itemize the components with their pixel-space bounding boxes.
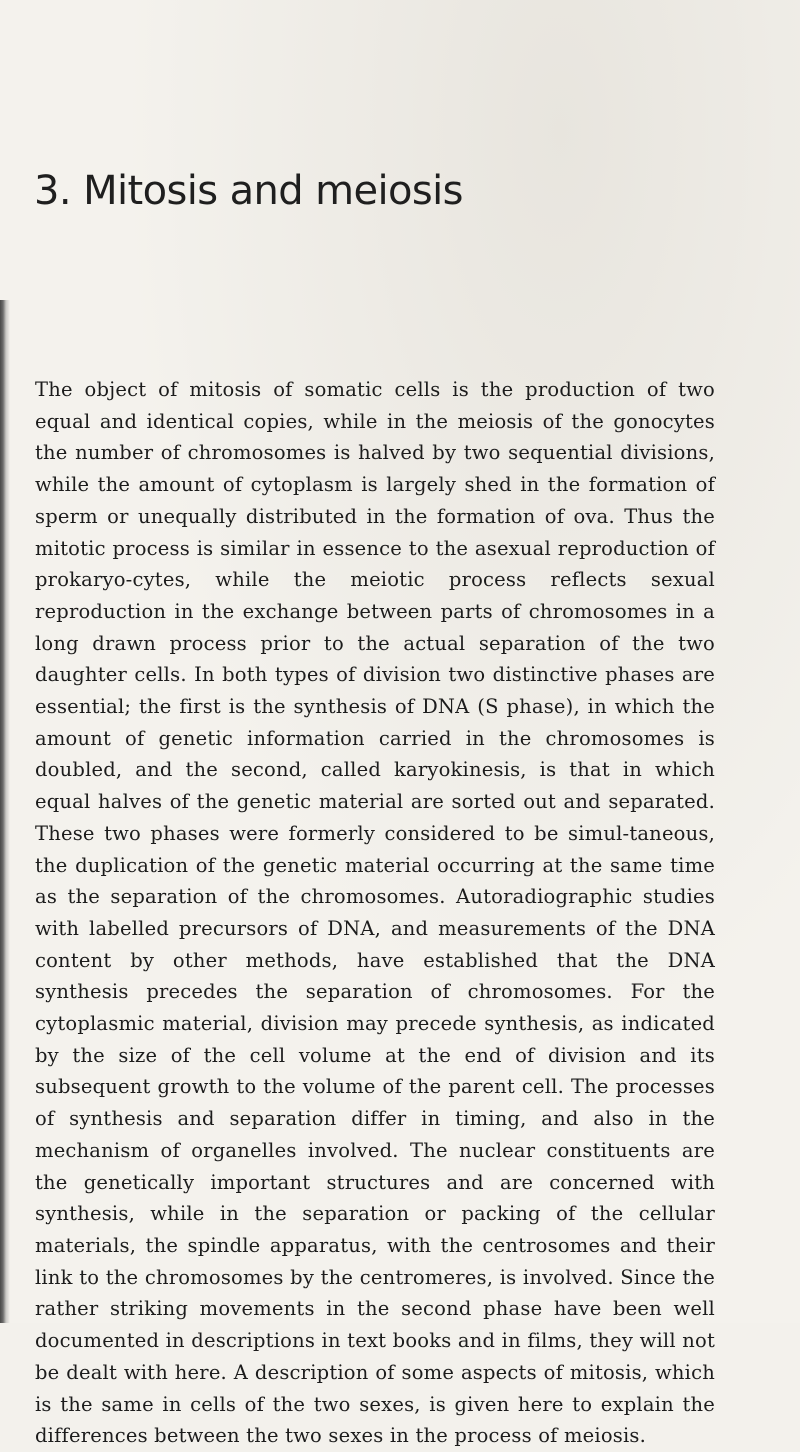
chapter-title: 3. Mitosis and meiosis [34,168,463,214]
body-paragraph: The object of mitosis of somatic cells is the production of two equal and identical copies, while in the meiosis of the gonocytes the number of chromosomes is halved by two sequential divisions, while the amount of cytoplasm is largely shed in the formation of sperm or unequally distributed in the formation of ova. Thus the mitotic process is similar in essence to the asexual reproduction of prokaryo-cytes, while the meiotic process reflects sexual reproduction in the exchange between parts of chromosomes in a long drawn process prior to the actual separation of the two daughter cells. In both types of division two distinctive phases are essential; the first is the synthesis of DNA (S phase), in which the amount of genetic information carried in the chromosomes is doubled, and the second, called karyokinesis, is that in which equal halves of the genetic material are sorted out and separated. These two phases were formerly considered to be simul-taneous, the duplication of the genetic material occurring at the same time as the separation of the chromosomes. Autoradiographic studies with labelled precursors of DNA, and measurements of the DNA content by other methods, have established that the DNA synthesis precedes the separation of chromosomes. For the cytoplasmic material, division may precede synthesis, as indicated by the size of the cell volume at the end of division and its subsequent growth to the volume of the parent cell. The processes of synthesis and separation differ in timing, and also in the mechanism of organelles involved. The nuclear constituents are the genetically important structures and are concerned with synthesis, while in the separation or packing of the cellular materials, the spindle apparatus, with the centrosomes and their link to the chromosomes by the centromeres, is involved. Since the rather striking movements in the second phase have been well documented in descriptions in text books and in films, they will not be dealt with here. A description of some aspects of mitosis, which is the same in cells of the two sexes, is given here to explain the differences between the two sexes in the process of meiosis. [35,378,715,1448]
page-binding-edge [0,300,10,1323]
